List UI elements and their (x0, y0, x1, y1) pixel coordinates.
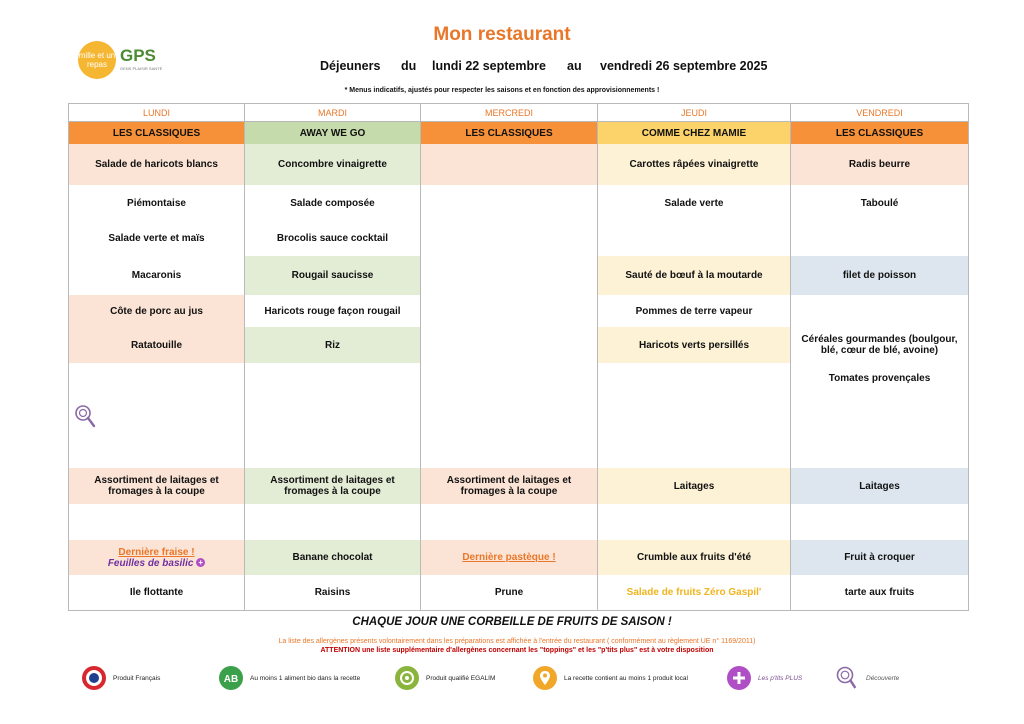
menu-cell: Ratatouille (69, 327, 245, 363)
menu-cell: Fruit à croquer (791, 540, 969, 575)
day-thursday: JEUDI (598, 104, 791, 122)
legend-label: La recette contient au moins 1 produit local (564, 674, 688, 682)
decouverte-icon (74, 404, 96, 428)
logo-gps-subtext: GENS PLAISIR SANTÉ (120, 66, 163, 71)
menu-cell: Laitages (791, 468, 969, 504)
menu-row (69, 327, 969, 363)
egalim-icon (394, 665, 420, 691)
menu-cell: Banane chocolat (245, 540, 421, 575)
dejeuners-label: Déjeuners (320, 59, 381, 73)
day-friday: VENDREDI (791, 104, 969, 122)
menu-cell (245, 504, 421, 540)
menu-cell: Piémontaise (69, 185, 245, 221)
ptits-plus-icon: + (196, 558, 205, 567)
menu-cell: Salade verte (598, 185, 791, 221)
menu-cell: Crumble aux fruits d'été (598, 540, 791, 575)
allergens-attention: ATTENTION une liste supplémentaire d'allergènes concernant les "toppings" et les "p'tits plus" est à votre disposition (320, 647, 714, 654)
logo-gps-text: GPS (120, 46, 156, 65)
menu-row (69, 540, 969, 575)
menu-cell: Brocolis sauce cocktail (245, 221, 421, 256)
day-wednesday: MERCREDI (421, 104, 598, 122)
menu-cell: Concombre vinaigrette (245, 144, 421, 185)
menu-cell (598, 363, 791, 468)
menu-row (69, 185, 969, 221)
menu-cell: filet de poisson (791, 256, 969, 295)
menu-cell (421, 185, 598, 221)
gps-logo (120, 46, 166, 76)
legend-ptits-plus (726, 664, 802, 692)
menu-cell (791, 295, 969, 327)
legend-label: Produit Français (113, 674, 161, 682)
legend-local-product (532, 664, 688, 692)
menu-cell: Radis beurre (791, 144, 969, 185)
menu-cell: Raisins (245, 575, 421, 610)
ptits-plus-icon (726, 665, 752, 691)
menu-cell: Carottes râpées vinaigrette (598, 144, 791, 185)
category-thursday: COMME CHEZ MAMIE (598, 122, 791, 145)
menu-row (69, 295, 969, 327)
menu-cell (421, 504, 598, 540)
menu-cell: Riz (245, 327, 421, 363)
category-friday: LES CLASSIQUES (791, 122, 969, 145)
menu-cell: Rougail saucisse (245, 256, 421, 295)
legend-label: Au moins 1 aliment bio dans la recette (250, 674, 361, 682)
logo-mille-text: mille et un repas (78, 51, 116, 69)
date-start: lundi 22 septembre (432, 59, 546, 73)
menu-cell: Prune (421, 575, 598, 610)
menu-cell: Salade verte et maïs (69, 221, 245, 256)
menu-cell: Côte de porc au jus (69, 295, 245, 327)
menu-cell (421, 540, 598, 575)
category-monday: LES CLASSIQUES (69, 122, 245, 145)
menu-row (69, 144, 969, 185)
menu-cell: Assortiment de laitages et fromages à la coupe (245, 468, 421, 504)
menu-cell (598, 221, 791, 256)
menu-cell: Assortiment de laitages et fromages à la coupe (421, 468, 598, 504)
menu-cell: Céréales gourmandes (boulgour, blé, cœur de blé, avoine) (791, 327, 969, 363)
menu-row (69, 575, 969, 610)
menu-cell: Pommes de terre vapeur (598, 295, 791, 327)
menu-row (69, 504, 969, 540)
menu-note: * Menus indicatifs, ajustés pour respecter les saisons et en fonction des approvisionnements ! (344, 87, 660, 94)
day-monday: LUNDI (69, 104, 245, 122)
menu-cell (421, 221, 598, 256)
legend-french-product (81, 664, 160, 692)
menu-cell: Haricots rouge façon rougail (245, 295, 421, 327)
feuilles-basilic-line (73, 558, 240, 569)
menu-cell: Salade de haricots blancs (69, 144, 245, 185)
weekly-menu-table (68, 103, 969, 611)
legend-organic (218, 664, 360, 692)
menu-cell: Macaronis (69, 256, 245, 295)
menu-row (69, 363, 969, 468)
menu-cell (421, 363, 598, 468)
legend-decouverte (834, 664, 899, 692)
menu-cell: Salade composée (245, 185, 421, 221)
menu-cell: Salade de fruits Zéro Gaspil' (598, 575, 791, 610)
legend-label: Les p'tits PLUS (758, 674, 803, 682)
menu-cell: tarte aux fruits (791, 575, 969, 610)
allergens-notice: La liste des allergènes présents volontairement dans les préparations est affichée à l'entrée du restaurant ( conformément au règlement UE n° 1169/2011) (278, 638, 756, 645)
menu-cell: Laitages (598, 468, 791, 504)
du-label: du (401, 59, 417, 73)
french-product-icon (81, 665, 107, 691)
category-tuesday: AWAY WE GO (245, 122, 421, 145)
menu-row (69, 256, 969, 295)
menu-row (69, 221, 969, 256)
menu-cell: Tomates provençales (791, 363, 969, 468)
menu-cell (791, 221, 969, 256)
category-row (69, 122, 969, 145)
menu-cell (421, 144, 598, 185)
derniere-fraise-link[interactable]: Dernière fraise ! (118, 546, 195, 558)
menu-cell: Ile flottante (69, 575, 245, 610)
menu-cell (69, 540, 245, 575)
menu-cell (421, 256, 598, 295)
au-label: au (567, 59, 582, 73)
menu-cell: Taboulé (791, 185, 969, 221)
mille-et-un-repas-logo (78, 41, 116, 79)
menu-cell (245, 363, 421, 468)
menu-cell: Haricots verts persillés (598, 327, 791, 363)
day-header-row (69, 104, 969, 122)
menu-cell (791, 504, 969, 540)
feuilles-basilic-text: Feuilles de basilic (107, 557, 194, 569)
derniere-pasteque-link[interactable]: Dernière pastèque ! (462, 552, 556, 563)
menu-cell (421, 295, 598, 327)
menu-row (69, 468, 969, 504)
menu-cell (421, 327, 598, 363)
organic-ab-icon (218, 665, 244, 691)
local-product-icon (532, 665, 558, 691)
menu-cell (69, 504, 245, 540)
fruits-banner: CHAQUE JOUR UNE CORBEILLE DE FRUITS DE SAISON ! (352, 616, 672, 628)
legend-egalim (394, 664, 495, 692)
legend-label: Produit qualifié EGALIM (426, 674, 496, 682)
menu-cell: Assortiment de laitages et fromages à la coupe (69, 468, 245, 504)
day-tuesday: MARDI (245, 104, 421, 122)
legend-label: Découverte (866, 674, 900, 682)
decouverte-icon (834, 665, 860, 691)
menu-cell (598, 504, 791, 540)
page-title: Mon restaurant (433, 24, 571, 45)
category-wednesday: LES CLASSIQUES (421, 122, 598, 145)
date-end: vendredi 26 septembre 2025 (600, 59, 768, 73)
svg-text:AB: AB (223, 674, 239, 685)
menu-cell: Sauté de bœuf à la moutarde (598, 256, 791, 295)
